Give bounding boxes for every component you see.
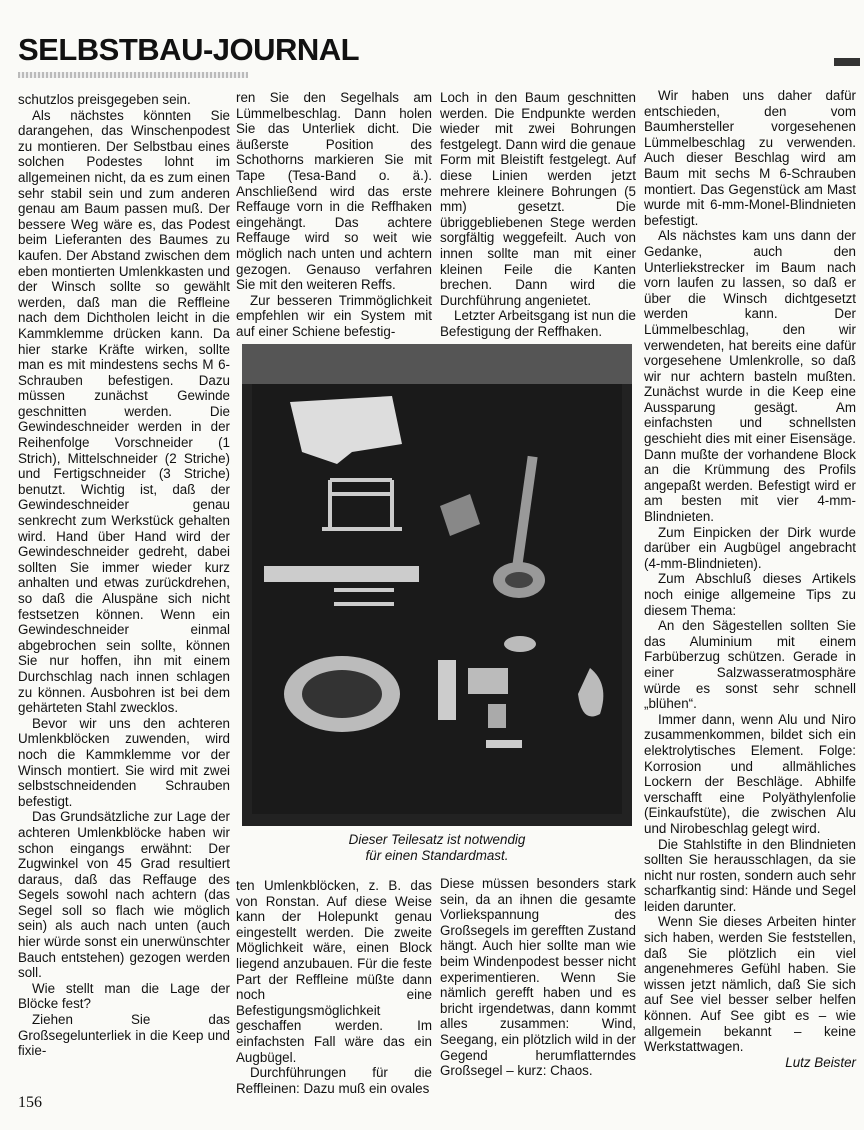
- paragraph: Durchführungen für die Reffleinen: Dazu muß ein ovales: [236, 1065, 432, 1096]
- paragraph: ren Sie den Segelhals am Lümmelbeschlag. Dann holen Sie das Unterliek dicht. Die äußerste Position des Schothorns markieren Sie mit Tape (Tesa-Band o. ä.). Anschließend wird das erste Reffauge vorn in die Reffhaken eingehängt. Das achtere Reffauge wird so weit wie möglich nach unten und achtern gezogen. Genauso verfahren Sie mit den weiteren Reffs.: [236, 90, 432, 293]
- photo-caption: [242, 832, 632, 864]
- corner-mark: [834, 58, 860, 66]
- paragraph: Zum Abschluß dieses Artikels noch einige allgemeine Tips zu diesem Thema:: [644, 571, 856, 618]
- paragraph: Die Stahlstifte in den Blindnieten sollten Sie herausschlagen, da sie nicht nur rosten, sondern auch sehr scharfkantig sind: Hände und Segel leiden darunter.: [644, 836, 856, 914]
- column-2-bottom: [236, 878, 432, 1096]
- column-1: [18, 92, 230, 1059]
- parts-photo: [242, 344, 632, 826]
- paragraph: Als nächstes kam uns dann der Gedanke, auch den Unterliekstrecker im Baum nach vorn laufen zu lassen, so daß er über die Winsch dichtgesetzt werden kann. Der Lümmelbeschlag, den wir verwendeten, hat bereits eine dafür vorgesehene Umlenkrolle, so daß wir nur achtern basteln mußten. Zunächst wurde in die Keep eine Aussparung gesägt. Am einfachsten und schnellsten geschieht dies mit einer Eisensäge. Dann mußte der vorhandene Block an die Krümmung des Profils angepaßt werden. Befestigt wird er am besten mit vier 4-mm-Blindnieten.: [644, 228, 856, 525]
- column-4: [644, 88, 856, 1070]
- paragraph: Bevor wir uns den achteren Umlenkblöcken zuwenden, wird noch die Kammklemme vor der Winsch montiert. Sie wird mit zwei selbstschneidenden Schrauben befestigt.: [18, 715, 230, 809]
- paragraph: Letzter Arbeitsgang ist nun die Befestigung der Reffhaken.: [440, 308, 636, 339]
- caption-line: Dieser Teilesatz ist notwendig: [348, 832, 526, 847]
- signature-line: [644, 1055, 856, 1071]
- paragraph: Zum Einpicken der Dirk wurde darüber ein Augbügel angebracht (4-mm-Blindnieten).: [644, 524, 856, 571]
- paragraph: Ziehen Sie das Großsegelunterliek in die Keep und fixie-: [18, 1012, 230, 1059]
- paragraph: ten Umlenkblöcken, z. B. das von Ronstan. Auf diese Weise kann der Holepunkt genau eingestellt werden. Die zweite Möglichkeit wäre, einen Block liegend anzubauen. Für die feste Part der Reffleine müßte dann noch eine Befestigungsmöglichkeit geschaffen werden. Im einfachsten Fall wäre das ein Augbügel.: [236, 878, 432, 1065]
- paragraph: schutzlos preisgegeben sein.: [18, 92, 191, 107]
- paragraph: Immer dann, wenn Alu und Niro zusammenkommen, bildet sich ein elektrolytisches Element. Folge: Korrosion und allmähliches Lockern der Beschläge. Abhilfe verschafft eine Polyäthylenfolie (Einkaufstüte), die zwischen Alu und Nirobeschlag gelegt wird.: [644, 711, 856, 836]
- paragraph: Als nächstes könnten Sie darangehen, das Winschenpodest zu montieren. Der Selbstbau eines solchen Podestes lohnt im allgemeinen nicht, da es zum einen sehr stabil sein und zum anderen genau am Baum passen muß. Der bessere Weg wäre es, das Podest beim Lieferanten des Baumes zu kaufen. Der Abstand zwischen dem eben montierten Umlenkkasten und der Winsch sollte so gewählt werden, daß man die Reffleine nach dem Dichtholen leicht in die Kammklemme drücken kann. Da hier starke Kräfte wirken, sollte man es mit mindestens sechs M 6-Schrauben befestigen. Dazu müssen zunächst Gewinde geschnitten werden. Die Gewindeschneider werden in der Reihenfolge Vorschneider (1 Strich), Mittelschneider (2 Striche) und Fertigschneider (3 Striche) benutzt. Wichtig ist, daß der Gewindeschneider genau senkrecht zum Werkstück gehalten wird. Hand über Hand wird der Gewindeschneider gedreht, dabei sollten Sie immer wieder kurz anhalten und etwas zurückdrehen, so daß die Aluspäne sich nicht festsetzen können. Wenn ein Gewindeschneider einmal abgebrochen sein sollte, können Sie nur hoffen, ihn mit einem Durchschlag nach innen schlagen zu können. Ausbohren ist bei dem gehärteten Stahl zwecklos.: [18, 107, 230, 716]
- column-3-bottom: [440, 876, 636, 1079]
- paragraph: Wenn Sie dieses Arbeiten hinter sich haben, werden Sie feststellen, daß Sie plötzlich ein viel angenehmeres Gefühl haben. Sie wissen jetzt nämlich, daß Sie sich auf See viel besser selber helfen können. Auf See gibt es – wie allgemein bekannt – keine Werkstattwagen.: [644, 914, 856, 1055]
- paragraph: Das Grundsätzliche zur Lage der achteren Umlenkblöcke haben wir schon eingangs erwähnt: Der Zugwinkel von 45 Grad resultiert daraus, daß das Reffauge des Segels sowohl nach achtern (das Segel soll so flach wie möglich sein) als auch nach unten (auch hier würde sonst ein unerwünschter Bauch entstehen) gezogen werden soll.: [18, 809, 230, 981]
- paragraph: Wir haben uns daher dafür entschieden, den vom Baumhersteller vorgesehenen Lümmelbeschlag zu verwenden. Auch dieser Beschlag wird am Baum mit sechs M 6-Schrauben montiert. Das Gegenstück am Mast wurde mit 6-mm-Monel-Blindnieten befestigt.: [644, 88, 856, 228]
- author-signature: Lutz Beister: [785, 1054, 856, 1070]
- page-number: 156: [18, 1094, 42, 1111]
- parts-photo-image: [242, 344, 632, 826]
- header-rule: [18, 72, 248, 78]
- column-2-top: [236, 90, 432, 340]
- caption-line: für einen Standardmast.: [365, 848, 509, 863]
- journal-header: SELBSTBAU-JOURNAL: [18, 32, 360, 67]
- paragraph: An den Sägestellen sollten Sie das Aluminium mit einem Farbüberzug schützen. Gerade in einer Salzwasseratmosphäre würde es sonst sehr schnell „blühen“.: [644, 618, 856, 712]
- paragraph: Wie stellt man die Lage der Blöcke fest?: [18, 980, 230, 1012]
- paragraph: Loch in den Baum geschnitten werden. Die Endpunkte werden wieder mit zwei Bohrungen festgelegt. Dann wird die genaue Form mit Bleistift festgelegt. Auf diese Linien werden jetzt mehrere kleinere Bohrungen (5 mm) gesetzt. Die übriggebliebenen Stege werden sorgfältig weggefeilt. Auch von innen sollte man mit einer kleinen Feile die Kanten brechen. Dann wird die Durchführung angenietet.: [440, 90, 636, 308]
- paragraph: Zur besseren Trimmöglichkeit empfehlen wir ein System mit auf einer Schiene befestig-: [236, 292, 432, 339]
- column-3-top: [440, 90, 636, 340]
- paragraph: Diese müssen besonders stark sein, da an ihnen die gesamte Vorliekspannung des Großsegels im gerefften Zustand hängt. Auch hier sollte man wie beim Windenpodest besser nicht experimentieren. Wenn Sie nämlich gerefft haben und es bricht irgendetwas, dann kommt alles zusammen: Wind, Seegang, ein plötzlich wild in der Gegend herumflatterndes Großsegel – kurz: Chaos.: [440, 876, 636, 1079]
